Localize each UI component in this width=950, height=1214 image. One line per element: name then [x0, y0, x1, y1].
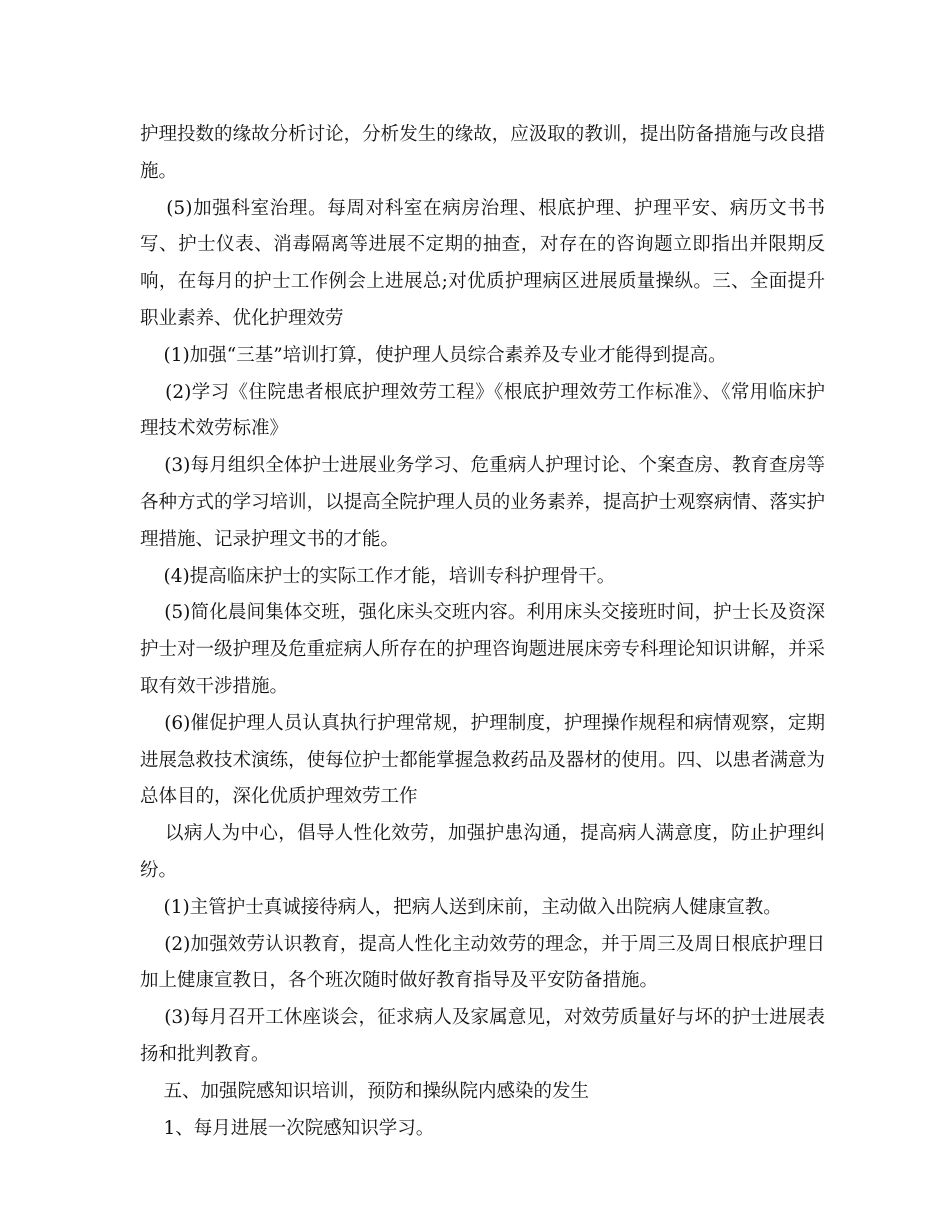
paragraph-9: 以病人为中心，倡导人性化效劳，加强护患沟通，提高病人满意度，防止护理纠纷。: [140, 823, 825, 881]
paragraph-11: (2)加强效劳认识教育，提高人性化主动效劳的理念，并于周三及周日根底护理日加上健康宣教日，各个班次随时做好教育指导及平安防备措施。: [140, 933, 825, 992]
paragraph-3: (1)加强“三基”培训打算，使护理人员综合素养及专业才能得到提高。: [140, 344, 727, 366]
paragraph-1: 护理投数的缘故分析讨论，分析发生的缘故，应汲取的教训，提出防备措施与改良措施。: [140, 124, 825, 182]
paragraph-10: (1)主管护士真诚接待病人，把病人送到床前，主动做入出院病人健康宣教。: [140, 896, 782, 918]
paragraph-12: (3)每月召开工休座谈会，征求病人及家属意见，对效劳质量好与坏的护士进展表扬和批判教育。: [140, 1007, 825, 1065]
paragraph-4: (2)学习《住院患者根底护理效劳工程》《根底护理效劳工作标准》、《常用临床护理技术效劳标准》: [140, 381, 825, 440]
paragraph-5: (3)每月组织全体护士进展业务学习、危重病人护理讨论、个案查房、教育查房等各种方式的学习培训，以提高全院护理人员的业务素养，提高护士观察病情、落实护理措施、记录护理文书的才能。: [140, 455, 825, 550]
paragraph-6: (4)提高临床护士的实际工作才能，培训专科护理骨干。: [140, 565, 616, 587]
section-heading-5: 五、加强院感知识培训，预防和操纵院内感染的发生: [140, 1080, 590, 1102]
paragraph-8: (6)催促护理人员认真执行护理常规，护理制度，护理操作规程和病情观察，定期进展急救技术演练，使每位护士都能掌握急救药品及器材的使用。四、以患者满意为总体目的，深化优质护理效劳工作: [140, 712, 825, 808]
document-body: [140, 117, 825, 1147]
paragraph-2: (5)加强科室治理。每周对科室在病房治理、根底护理、护理平安、病历文书书写、护士仪表、消毒隔离等进展不定期的抽查，对存在的咨询题立即指出并限期反响，在每月的护士工作例会上进展总;对优质护理病区进展质量操纵。三、全面提升职业素养、优化护理效劳: [140, 197, 825, 329]
paragraph-14: 1、每月进展一次院感知识学习。: [140, 1117, 435, 1139]
paragraph-7: (5)简化晨间集体交班，强化床头交班内容。利用床头交接班时间，护士长及资深护士对一级护理及危重症病人所存在的护理咨询题进展床旁专科理论知识讲解，并采取有效干涉措施。: [140, 602, 825, 697]
